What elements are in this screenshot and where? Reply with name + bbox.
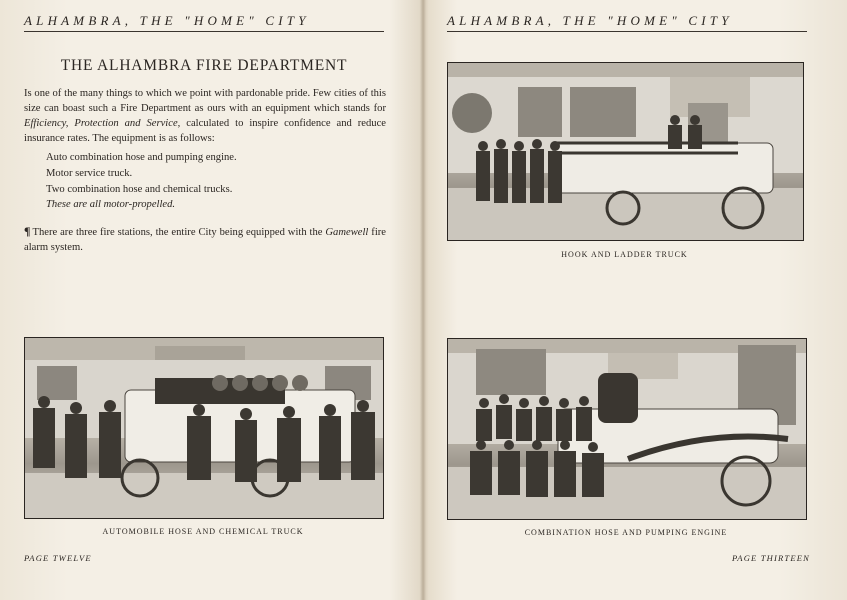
chemical-truck-caption: AUTOMOBILE HOSE AND CHEMICAL TRUCK [102, 527, 304, 536]
hook-ladder-photo [447, 62, 804, 241]
pumping-engine-photo [447, 338, 807, 520]
stations-text-1: There are three fire stations, the entire City being equipped with the [32, 227, 326, 238]
running-head-left: ALHAMBRA, THE "HOME" CITY [24, 13, 310, 28]
stations-text-2: fire alarm system. [24, 227, 386, 253]
running-head-right: ALHAMBRA, THE "HOME" CITY [447, 13, 733, 28]
pumping-engine-illustration [448, 339, 806, 519]
right-page [426, 0, 847, 600]
chemical-truck-illustration [25, 338, 383, 518]
head-rule-left [24, 31, 384, 32]
left-page [0, 0, 420, 600]
hook-ladder-illustration [448, 63, 803, 240]
head-rule-right [447, 31, 807, 32]
page-title: THE ALHAMBRA FIRE DEPARTMENT [60, 57, 348, 74]
intro-italic: Efficiency, Protection and Service, [24, 118, 181, 129]
chemical-truck-photo [24, 337, 384, 519]
equipment-item: Two combination hose and chemical trucks. [46, 183, 233, 195]
equipment-item: Auto combination hose and pumping engine. [46, 152, 237, 163]
hook-ladder-caption: HOOK AND LADDER TRUCK [561, 250, 688, 259]
equipment-note: These are all motor-propelled. [46, 199, 176, 211]
folio-left: PAGE TWELVE [24, 553, 92, 563]
stations-paragraph [24, 224, 386, 255]
intro-text-1: Is one of the many things to which we point with pardonable pride. Few cities of this size can boast such a Fire Department as ours with an equipment which stands for [24, 88, 386, 114]
pumping-engine-caption: COMBINATION HOSE AND PUMPING ENGINE [524, 528, 728, 537]
pilcrow-mark: ¶ [24, 224, 31, 238]
equipment-list [46, 150, 237, 213]
intro-paragraph [24, 86, 386, 146]
equipment-item: Motor service truck. [46, 167, 133, 179]
stations-italic: Gamewell [325, 227, 369, 238]
intro-text-2: calculated to inspire confidence and reduce insurance rates. The equipment is as follows: [24, 118, 386, 144]
folio-right: PAGE THIRTEEN [732, 553, 811, 563]
